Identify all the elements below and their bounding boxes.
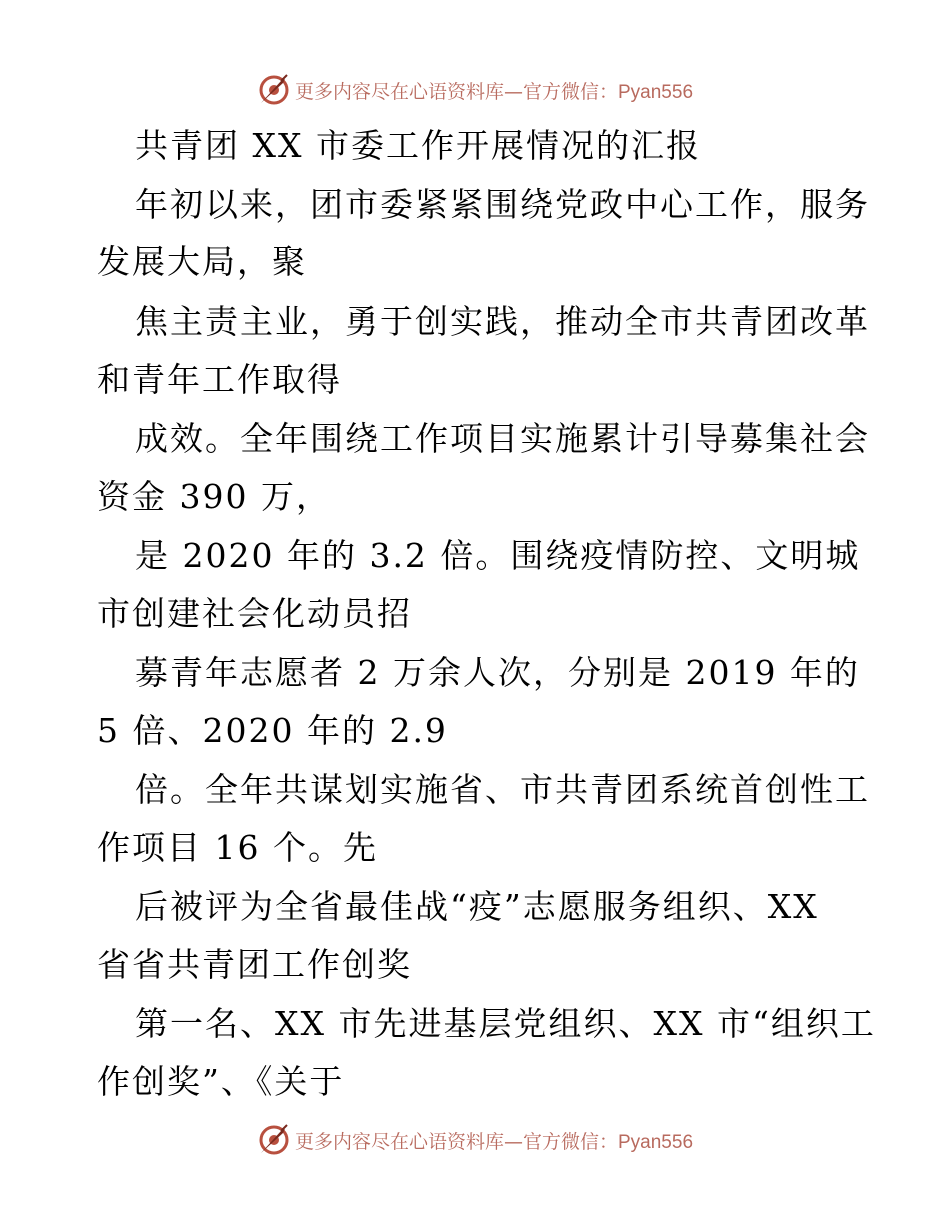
paragraph-line: 省省共青团工作创奖 — [97, 945, 412, 984]
paragraph-line: 资金 390 万， — [97, 477, 331, 516]
document-title: 共青团 XX 市委工作开展情况的汇报 — [135, 126, 701, 165]
header-watermark — [0, 70, 950, 110]
paragraph-line: 是 2020 年的 3.2 倍。围绕疫情防控、文明城 — [135, 536, 861, 575]
watermark-text: 更多内容尽在心语资料库—官方微信：Pyan556 — [294, 80, 694, 103]
paragraph-line: 倍。全年共谋划实施省、市共青团系统首创性工 — [135, 770, 870, 809]
paragraph-line: 和青年工作取得 — [97, 360, 342, 399]
quill-logo-icon — [257, 1123, 291, 1157]
footer-watermark — [0, 1120, 950, 1160]
paragraph-line: 募青年志愿者 2 万余人次，分别是 2019 年的 — [135, 653, 860, 692]
paragraph-line: 后被评为全省最佳战“疫”志愿服务组织、XX — [135, 887, 819, 926]
paragraph-line: 作创奖”、《关于 — [97, 1062, 345, 1101]
paragraph-line: 5 倍、2020 年的 2.9 — [97, 711, 448, 750]
paragraph-line: 焦主责主业，勇于创实践，推动全市共青团改革 — [135, 302, 870, 341]
paragraph-line: 作项目 16 个。先 — [97, 828, 378, 867]
paragraph-line: 成效。全年围绕工作项目实施累计引导募集社会 — [135, 419, 870, 458]
paragraph-line: 第一名、XX 市先进基层党组织、XX 市“组织工 — [135, 1004, 876, 1043]
quill-logo-icon — [257, 73, 291, 107]
paragraph-line: 年初以来，团市委紧紧围绕党政中心工作，服务 — [135, 185, 870, 224]
paragraph-line: 发展大局，聚 — [97, 242, 307, 281]
watermark-text: 更多内容尽在心语资料库—官方微信：Pyan556 — [294, 1130, 694, 1153]
paragraph-line: 市创建社会化动员招 — [97, 594, 412, 633]
